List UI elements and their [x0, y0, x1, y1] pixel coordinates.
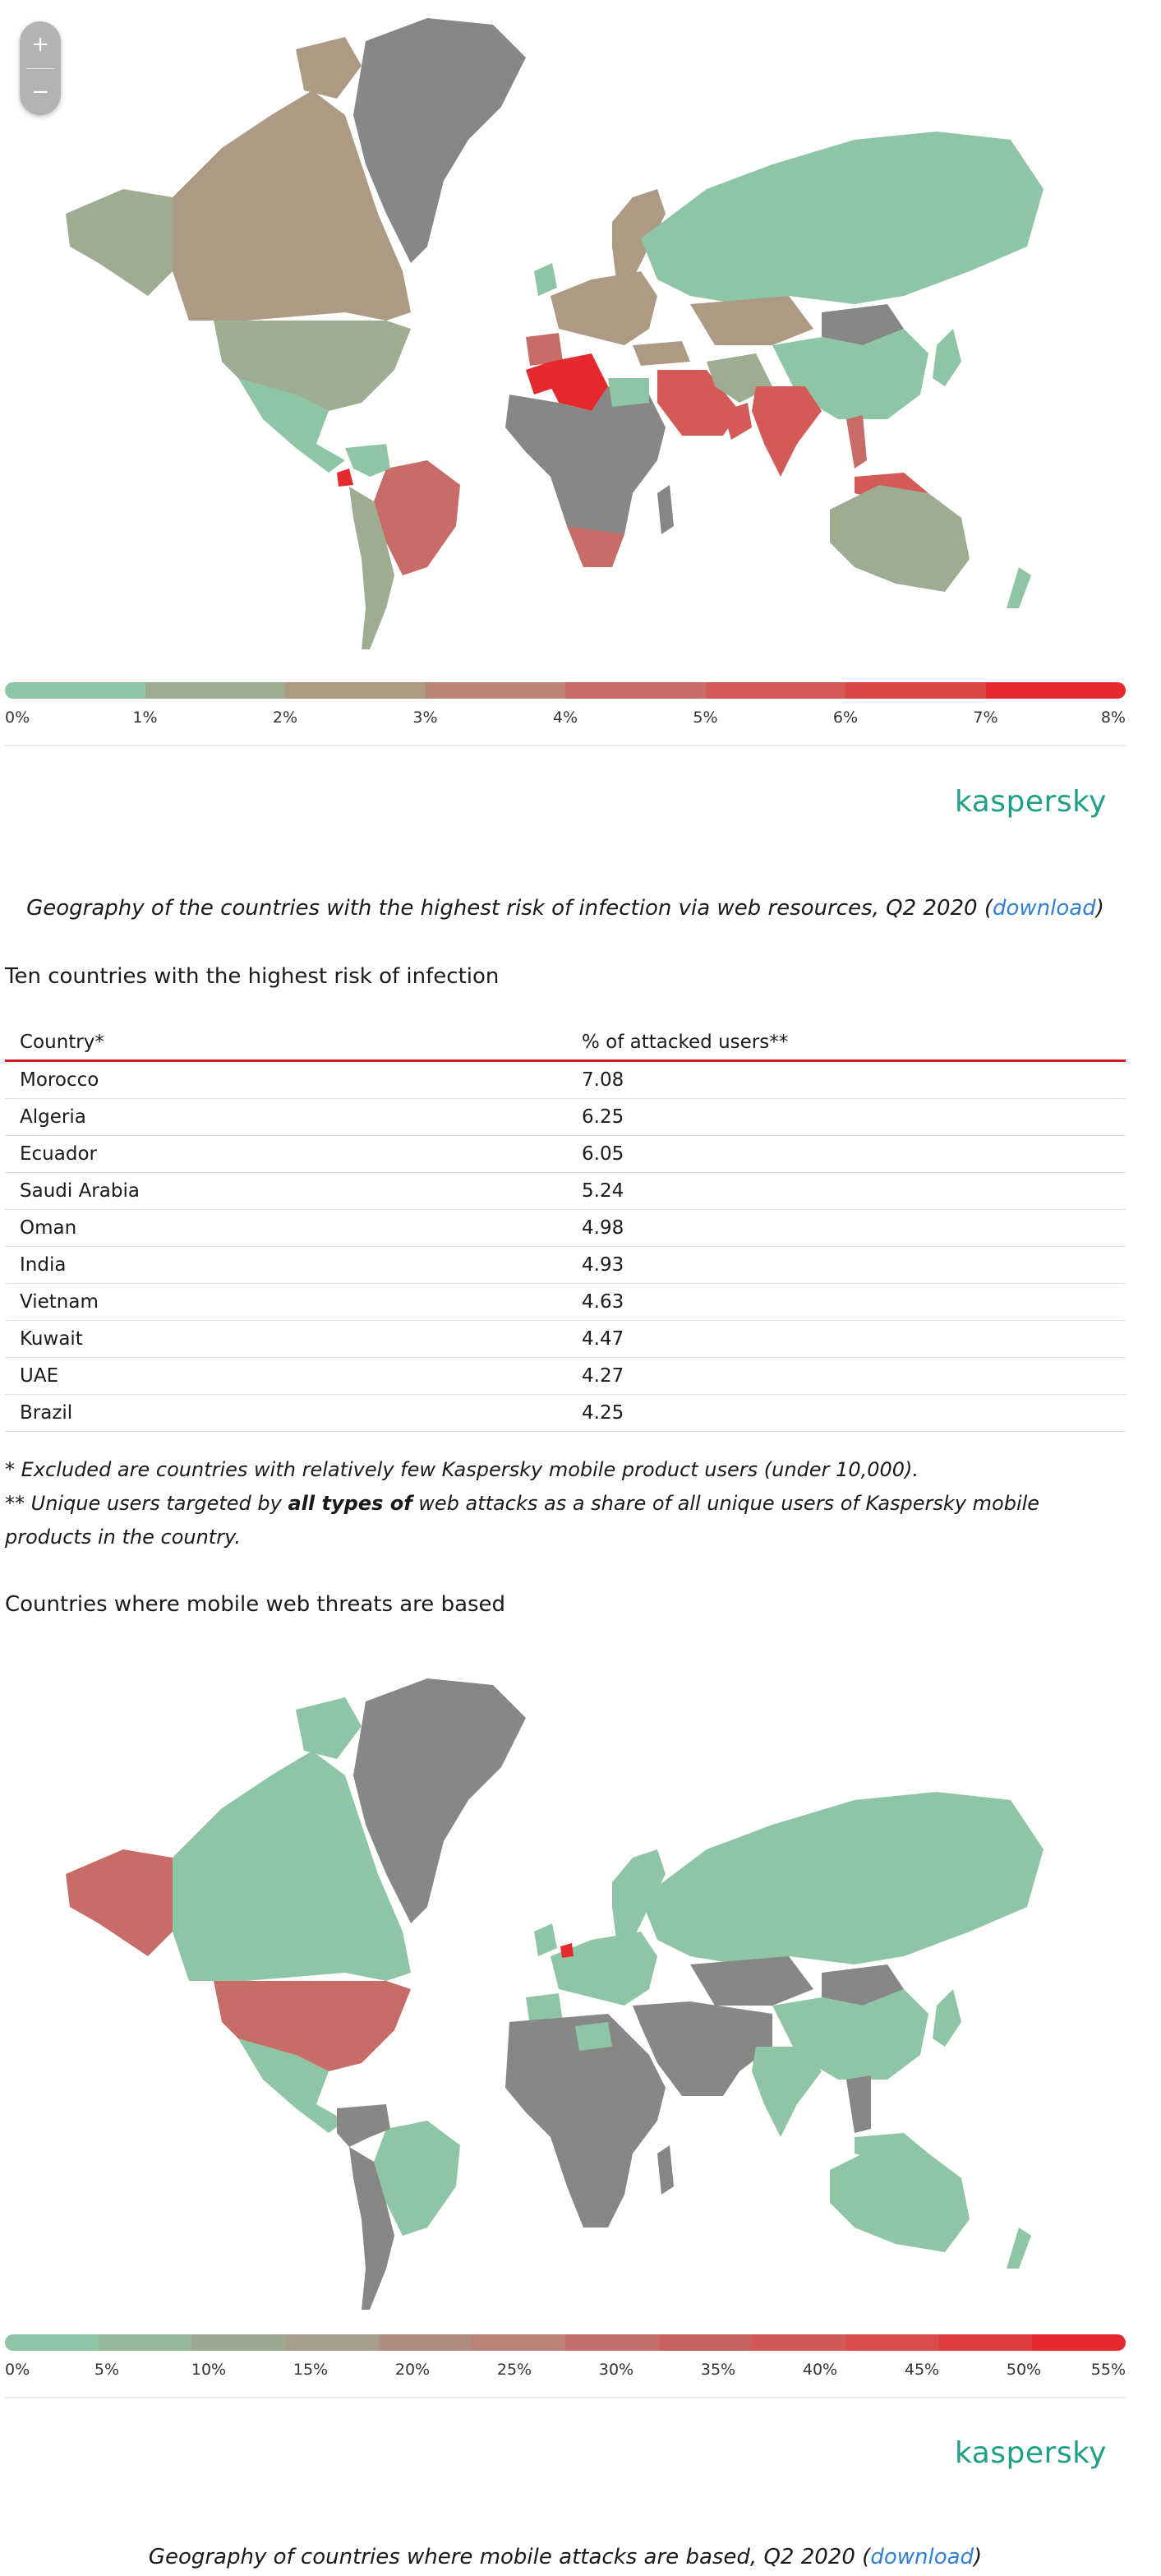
cell-country: Ecuador: [5, 1136, 567, 1173]
mobile-legend-swatch: [5, 2334, 99, 2351]
mobile-legend-tick-label: 40%: [802, 2361, 838, 2379]
mobile-legend-swatch: [472, 2334, 565, 2351]
risk-legend-swatch: [5, 682, 145, 699]
mobile-legend-tick-label: 10%: [191, 2361, 227, 2379]
top10-table: [5, 1022, 1126, 1432]
map2-libya: [575, 2022, 612, 2051]
mobile-legend-swatch: [99, 2334, 192, 2351]
table-row: [5, 1136, 1126, 1173]
zoom-in-button[interactable]: +: [31, 32, 49, 57]
map1-turkey: [633, 341, 690, 366]
mobile-legend-color-scale: [5, 2334, 1126, 2351]
mobile-legend-tick-label: 30%: [598, 2361, 634, 2379]
mobile-legend-tick-label: 55%: [1090, 2361, 1126, 2379]
table-row: [5, 1099, 1126, 1136]
cell-country: Oman: [5, 1210, 567, 1247]
risk-legend-swatch: [706, 682, 846, 699]
mobile-download-link[interactable]: download: [870, 2545, 974, 2569]
risk-legend-swatch: [845, 682, 986, 699]
risk-legend-color-scale: [5, 682, 1126, 699]
mobile-map-caption: [0, 2545, 1131, 2569]
risk-map-caption: [0, 896, 1131, 921]
mobile-legend-tick-label: 20%: [394, 2361, 431, 2379]
top10-section-title: Ten countries with the highest risk of infection: [5, 964, 500, 989]
mobile-legend-tick-label: 0%: [5, 2361, 30, 2379]
mobile-legend-swatch: [379, 2334, 472, 2351]
mobile-legend-swatch: [939, 2334, 1033, 2351]
legend-divider: [5, 2397, 1126, 2398]
risk-legend-tick-label: 2%: [272, 709, 298, 727]
map-zoom-control: [20, 21, 61, 115]
cell-percent: 4.47: [567, 1321, 1126, 1358]
cell-country: Vietnam: [5, 1284, 567, 1321]
table-row: [5, 1061, 1126, 1099]
cell-country: UAE: [5, 1358, 567, 1395]
risk-legend-tick-label: 5%: [693, 709, 718, 727]
cell-percent: 4.98: [567, 1210, 1126, 1247]
mobile-legend-tick-label: 45%: [904, 2361, 940, 2379]
cell-country: Brazil: [5, 1395, 567, 1432]
table-row: [5, 1247, 1126, 1284]
map1-egypt: [608, 378, 649, 407]
mobile-legend-swatch: [565, 2334, 659, 2351]
cell-country: Morocco: [5, 1061, 567, 1099]
risk-legend-tick-label: 1%: [132, 709, 158, 727]
risk-map-section: [0, 0, 1161, 658]
table-row: [5, 1395, 1126, 1432]
footnote-definition-bold: all types of: [288, 1492, 412, 1515]
cell-percent: 6.05: [567, 1136, 1126, 1173]
kaspersky-logo: kaspersky: [955, 2436, 1107, 2470]
mobile-legend-ticks: [5, 2361, 1126, 2385]
risk-legend-swatch: [426, 682, 566, 699]
mobile-caption-text: Geography of countries where mobile attacks are based, Q2 2020 (: [148, 2545, 871, 2569]
risk-caption-text: Geography of the countries with the highest risk of infection via web resources, Q2 2020 (: [26, 896, 993, 921]
cell-percent: 5.24: [567, 1173, 1126, 1210]
risk-legend-ticks: [5, 709, 1126, 733]
risk-world-map[interactable]: [0, 0, 1052, 658]
risk-legend-swatch: [986, 682, 1126, 699]
table-row: [5, 1173, 1126, 1210]
cell-percent: 7.08: [567, 1061, 1126, 1099]
table-header-row: [5, 1022, 1126, 1061]
mobile-caption-close: ): [974, 2545, 983, 2569]
cell-percent: 4.25: [567, 1395, 1126, 1432]
mobile-legend-swatch: [1032, 2334, 1126, 2351]
mobile-legend-swatch: [191, 2334, 285, 2351]
footnote-definition-start: ** Unique users targeted by: [5, 1492, 288, 1515]
cell-percent: 4.93: [567, 1247, 1126, 1284]
mobile-legend-tick-label: 15%: [293, 2361, 329, 2379]
mobile-threats-map-section: [0, 1660, 1161, 2318]
cell-percent: 4.63: [567, 1284, 1126, 1321]
cell-percent: 6.25: [567, 1099, 1126, 1136]
footnote-definition-end: web attacks as a share of all unique users of Kaspersky mobile products in the country.: [5, 1492, 1040, 1549]
risk-legend-tick-label: 0%: [5, 709, 30, 727]
mobile-legend-swatch: [752, 2334, 845, 2351]
cell-country: India: [5, 1247, 567, 1284]
table-row: [5, 1284, 1126, 1321]
legend-divider: [5, 745, 1126, 746]
column-header-country: Country*: [5, 1022, 567, 1061]
risk-legend-tick-label: 6%: [832, 709, 859, 727]
risk-legend-swatch: [565, 682, 706, 699]
mobile-legend-swatch: [285, 2334, 379, 2351]
risk-legend-tick-label: 7%: [973, 709, 998, 727]
risk-map-legend: [5, 682, 1126, 733]
cell-country: Kuwait: [5, 1321, 567, 1358]
footnote-excluded: * Excluded are countries with relatively few Kaspersky mobile product users (under 10,000).: [5, 1458, 919, 1481]
risk-download-link[interactable]: download: [992, 896, 1096, 921]
zoom-out-button[interactable]: −: [31, 80, 49, 104]
mobile-legend-swatch: [659, 2334, 753, 2351]
table-row: [5, 1321, 1126, 1358]
risk-caption-close: ): [1095, 896, 1104, 921]
cell-country: Algeria: [5, 1099, 567, 1136]
kaspersky-logo: kaspersky: [955, 785, 1107, 819]
table-footnotes: [5, 1453, 1126, 1554]
mobile-threats-section-title: Countries where mobile web threats are based: [5, 1592, 506, 1617]
risk-legend-swatch: [285, 682, 426, 699]
table-row: [5, 1358, 1126, 1395]
cell-country: Saudi Arabia: [5, 1173, 567, 1210]
mobile-threats-world-map[interactable]: [0, 1660, 1052, 2318]
table-row: [5, 1210, 1126, 1247]
mobile-legend-tick-label: 5%: [94, 2361, 120, 2379]
risk-legend-swatch: [145, 682, 286, 699]
mobile-legend-tick-label: 25%: [496, 2361, 532, 2379]
mobile-legend-swatch: [845, 2334, 939, 2351]
risk-legend-tick-label: 3%: [412, 709, 438, 727]
footnote-definition: [5, 1487, 1126, 1554]
risk-legend-tick-label: 8%: [1100, 709, 1126, 727]
mobile-legend-tick-label: 35%: [700, 2361, 736, 2379]
cell-percent: 4.27: [567, 1358, 1126, 1395]
risk-legend-tick-label: 4%: [552, 709, 578, 727]
mobile-threats-legend: [5, 2334, 1126, 2385]
column-header-attacked: % of attacked users**: [567, 1022, 1126, 1061]
mobile-legend-tick-label: 50%: [1006, 2361, 1042, 2379]
